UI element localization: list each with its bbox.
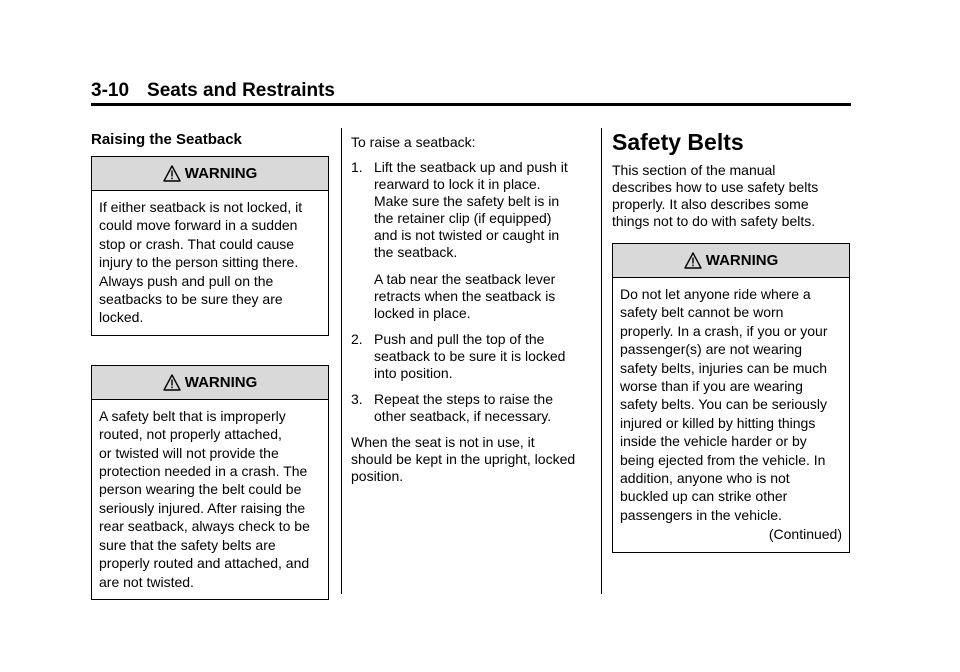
step-note: [374, 271, 591, 322]
text-line: protection needed in a crash. The: [99, 463, 308, 480]
column-divider-2: [601, 128, 602, 594]
text-line: properly routed and attached, and: [99, 555, 310, 572]
warning-label: WARNING: [184, 165, 258, 182]
text-line: or twisted will not provide the: [99, 444, 279, 461]
text-line: If either seatback is not locked, it: [99, 199, 303, 215]
safety-belts-heading: Safety Belts: [612, 129, 744, 155]
column-1: [91, 131, 329, 600]
text-line: safety belts, injuries can be much: [620, 359, 827, 376]
text-line: Repeat the steps to raise the: [374, 391, 553, 407]
text-line: Push and pull the top of the: [374, 331, 545, 347]
text-line: Always push and pull on the: [99, 272, 274, 289]
step-text: [374, 331, 591, 382]
text-line: locked in place.: [374, 305, 471, 321]
column-3: [612, 128, 852, 553]
warning-text: [92, 191, 328, 335]
text-line: rear seatback, always check to be: [99, 518, 310, 535]
step-2: [351, 331, 591, 382]
warning-triangle-icon: [684, 252, 702, 269]
text-line: properly. In a crash, if you or your: [620, 322, 828, 339]
text-line: passenger(s) are not wearing: [620, 341, 803, 358]
text-line: the retainer clip (if equipped): [374, 210, 552, 226]
column-divider-1: [341, 128, 342, 594]
column-2: [351, 134, 591, 485]
text-line: describes how to use safety belts: [612, 179, 819, 195]
text-line: buckled up can strike other: [620, 488, 788, 505]
text-line: position.: [351, 468, 404, 484]
text-line: should be kept in the upright, locked: [351, 451, 576, 467]
warning-header: [613, 244, 849, 278]
text-line: rearward to lock it in place.: [374, 176, 541, 192]
section-title: Seats and Restraints: [147, 80, 335, 101]
text-line: seatbacks to be sure they are: [99, 291, 283, 308]
text-line: worse than if you are wearing: [620, 378, 803, 395]
text-line: A tab near the seatback lever: [374, 271, 556, 287]
text-line: passengers in the vehicle.: [620, 506, 782, 523]
warning-text: [92, 400, 328, 599]
warning-triangle-icon: [163, 374, 181, 391]
text-line: could move forward in a sudden: [99, 217, 298, 234]
text-line: other seatback, if necessary.: [374, 408, 552, 424]
warning-label: WARNING: [705, 252, 779, 269]
text-line: addition, anyone who is not: [620, 470, 790, 487]
step-text: [374, 391, 591, 425]
page-header: [91, 80, 851, 102]
warning-box-seatback-lock: [91, 156, 329, 336]
warning-label: WARNING: [184, 373, 258, 391]
step-3: [351, 391, 591, 425]
text-line: This section of the manual: [612, 162, 776, 178]
text-line: A safety belt that is improperly: [99, 407, 286, 424]
text-line: things not to do with safety belts.: [612, 213, 816, 229]
text-line: Make sure the safety belt is in: [374, 193, 560, 209]
text-line: stop or crash. That could cause: [99, 235, 295, 252]
header-rule: [91, 103, 851, 106]
text-line: and is not twisted or caught in: [374, 227, 560, 243]
warning-header: [92, 157, 328, 191]
continued-label: (Continued): [768, 526, 842, 543]
step-number: 3.: [351, 391, 363, 407]
safety-belts-intro: [612, 162, 852, 230]
closing-paragraph: [351, 434, 591, 485]
text-line: When the seat is not in use, it: [351, 434, 535, 450]
page-number: 3-10: [91, 80, 130, 101]
raising-seatback-heading: Raising the Seatback: [91, 131, 242, 148]
text-line: the seatback.: [374, 244, 458, 260]
step-text: [374, 159, 591, 322]
text-line: locked.: [99, 309, 144, 326]
text-line: retracts when the seatback is: [374, 288, 556, 304]
text-line: safety belt cannot be worn: [620, 304, 784, 321]
text-line: Lift the seatback up and push it: [374, 159, 568, 175]
warning-triangle-icon: [163, 165, 181, 182]
text-line: injured or killed by hitting things: [620, 414, 816, 431]
text-line: person wearing the belt could be: [99, 481, 302, 498]
warning-text: [613, 278, 849, 552]
warning-header: [92, 366, 328, 400]
step-1: [351, 159, 591, 322]
warning-box-safety-belts: [612, 243, 850, 553]
text-line: safety belts. You can be seriously: [620, 396, 828, 413]
text-line: sure that the safety belts are: [99, 536, 276, 553]
text-line: being ejected from the vehicle. In: [620, 451, 826, 468]
text-line: injury to the person sitting there.: [99, 254, 299, 271]
text-line: are not twisted.: [99, 573, 194, 590]
text-line: routed, not properly attached,: [99, 426, 282, 443]
text-line: seriously injured. After raising the: [99, 499, 306, 516]
step-number: 2.: [351, 331, 363, 347]
text-line: seatback to be sure it is locked: [374, 348, 566, 364]
warning-box-safety-belt-routing: [91, 365, 329, 600]
text-line: into position.: [374, 365, 453, 381]
text-line: inside the vehicle harder or by: [620, 433, 807, 450]
instructions-intro: To raise a seatback:: [351, 134, 476, 150]
text-line: properly. It also describes some: [612, 196, 809, 212]
step-number: 1.: [351, 159, 363, 175]
text-line: Do not let anyone ride where a: [620, 286, 811, 302]
